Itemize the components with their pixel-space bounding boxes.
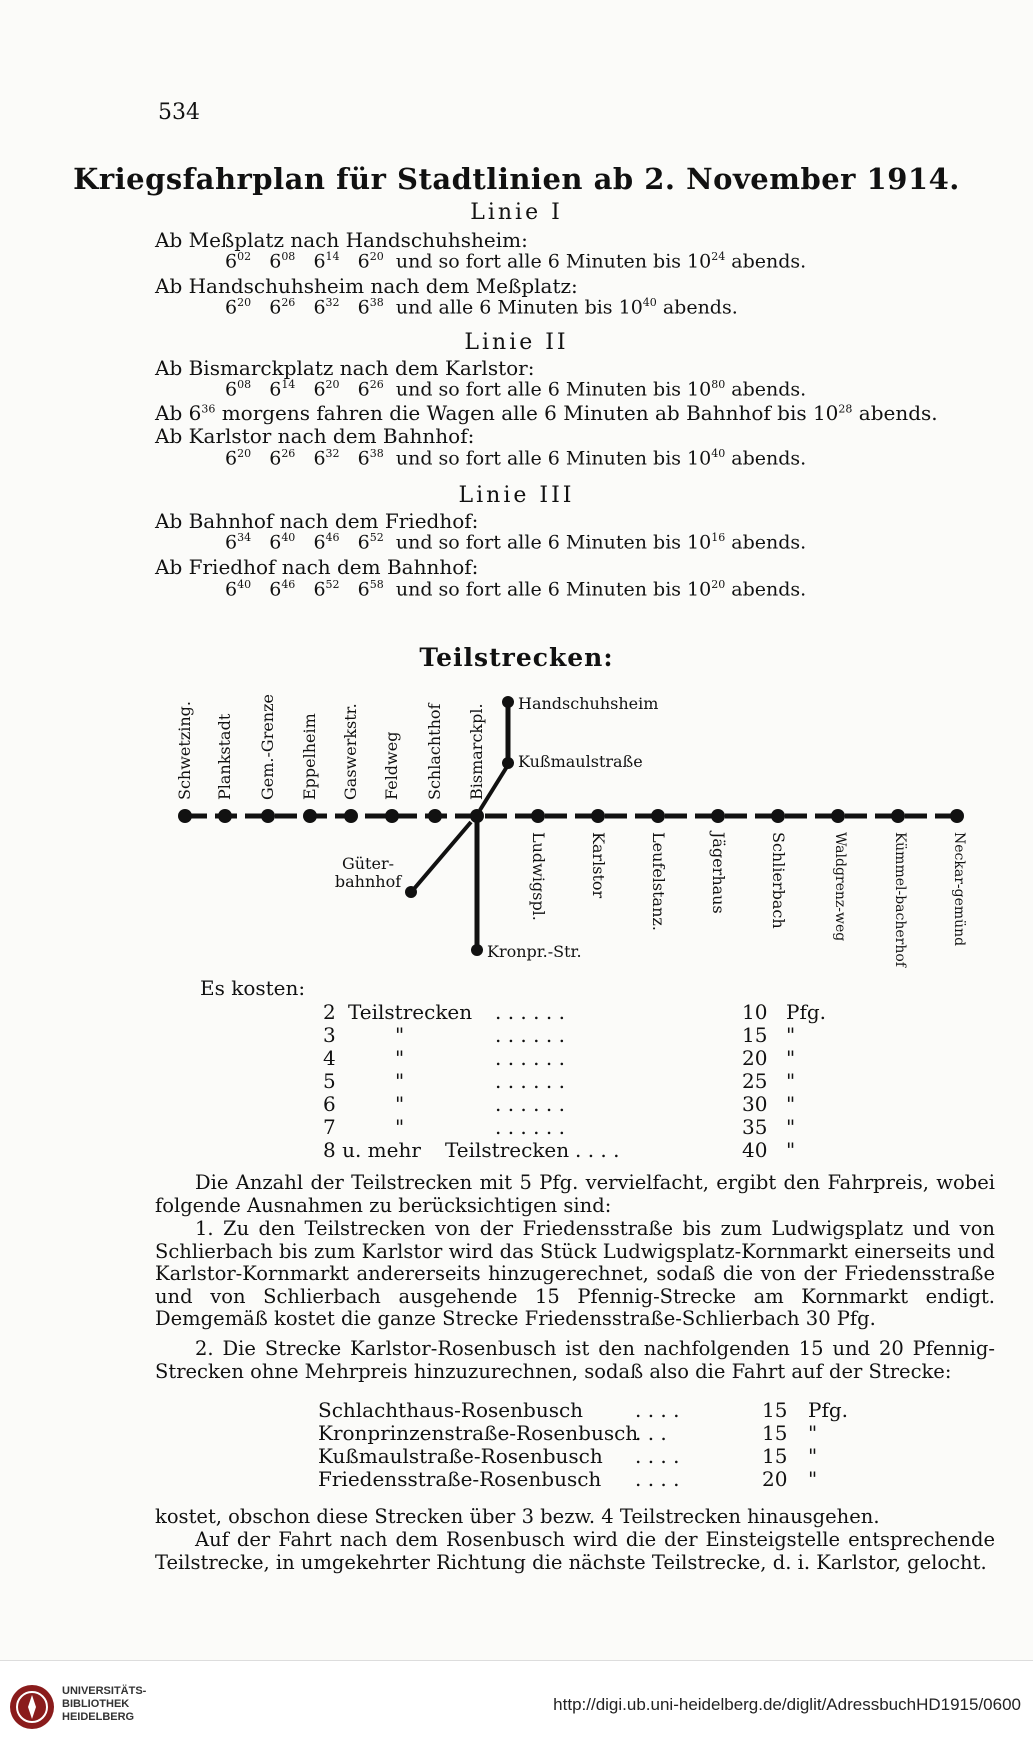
linie-2-heading: Linie II — [464, 330, 569, 355]
page-title: Kriegsfahrplan für Stadtlinien ab 2. November 1914. — [73, 162, 960, 196]
route-note: Ab $6^{36}$ morgens fahren die Wagen alle 6 Minuten ab Bahnhof bis $10^{28}$ abends. — [155, 401, 938, 425]
stop-dot-east-6 — [891, 809, 905, 823]
paragraph: Auf der Fahrt nach dem Rosenbusch wird die der Einsteigstelle entsprechende Teilstrecke, in umgekehrter Richtung die nächste Teilstrecke, d. i. Karlstor, gelocht. — [155, 1528, 995, 1574]
route-times: $6^{20}$ $6^{26}$ $6^{32}$ $6^{38}$ und so fort alle 6 Minuten bis $10^{40}$ abends. — [225, 447, 807, 470]
linie-1-heading: Linie I — [470, 200, 563, 225]
stop-dot-east-0 — [531, 809, 545, 823]
rosenbusch-dots: . . . . — [635, 1444, 680, 1468]
rosenbusch-unit: " — [808, 1421, 818, 1445]
stop-label-east: Kümmel-bacherhof — [892, 832, 908, 967]
stop-dot-west-1 — [218, 809, 232, 823]
stop-label-west: Schwetzing. — [175, 701, 194, 800]
fare-label: " — [395, 1115, 405, 1139]
stop-label-east: Ludwigspl. — [529, 832, 548, 921]
route-times: $6^{20}$ $6^{26}$ $6^{32}$ $6^{38}$ und alle 6 Minuten bis $10^{40}$ abends. — [225, 296, 738, 319]
fare-label: " — [395, 1023, 405, 1047]
gueter-branch — [413, 822, 471, 890]
stop-dot-east-3 — [711, 809, 725, 823]
stop-dot-east-7 — [950, 809, 964, 823]
fare-unit: " — [786, 1069, 796, 1093]
fare-count: 5 — [323, 1069, 336, 1093]
page-number: 534 — [158, 100, 200, 125]
rosenbusch-route: Friedensstraße-Rosenbusch — [318, 1467, 602, 1491]
fare-count: 7 — [323, 1115, 336, 1139]
fare-dots: . . . . . . — [495, 1000, 565, 1024]
stop-label-east: Waldgrenz-weg — [832, 832, 848, 942]
fare-label: Teilstrecken — [445, 1138, 570, 1162]
stop-dot-kussmaulstrasse — [502, 757, 514, 769]
fare-label: " — [395, 1046, 405, 1070]
linie-3-heading: Linie III — [458, 483, 575, 508]
stop-dot-west-0 — [178, 809, 192, 823]
fares-intro: Es kosten: — [200, 976, 306, 1000]
fare-count: 3 — [323, 1023, 336, 1047]
route-diagram — [0, 680, 1033, 970]
fare-dots: . . . . . . — [495, 1115, 565, 1139]
paragraph: 2. Die Strecke Karlstor-Rosenbusch ist den nachfolgenden 15 und 20 Pfennig-Strecken ohne Mehrpreis hinzuzurechnen, sodaß also die Fahrt auf der Strecke: — [155, 1337, 995, 1383]
fare-unit: " — [786, 1092, 796, 1116]
rosenbusch-unit: Pfg. — [808, 1398, 849, 1422]
paragraph: 1. Zu den Teilstrecken von der Friedensstraße bis zum Ludwigsplatz und von Schlierbach bis zum Karlstor wird das Stück Ludwigsplatz-Kornmarkt einerseits und Karlstor-Kornmarkt andererseits hinzugerechnet, sodaß die von der Friedensstraße und von Schlierbach ausgehende 15 Pfennig-Strecke am Kornmarkt endigt. Demgemäß kostet die ganze Strecke Friedensstraße-Schlierbach 30 Pfg. — [155, 1217, 995, 1330]
stop-dot-east-5 — [831, 809, 845, 823]
stop-dot-east-1 — [591, 809, 605, 823]
university-seal-icon — [8, 1683, 56, 1731]
rosenbusch-route: Schlachthaus-Rosenbusch — [318, 1398, 584, 1422]
route-times: $6^{08}$ $6^{14}$ $6^{20}$ $6^{26}$ und so fort alle 6 Minuten bis $10^{80}$ abends. — [225, 378, 807, 401]
rosenbusch-dots: . . . — [635, 1421, 667, 1445]
stop-dot-west-7 — [470, 809, 484, 823]
fare-count: 2 — [323, 1000, 336, 1024]
stop-kronprinzenstrasse: Kronpr.-Str. — [487, 942, 582, 961]
stop-label-west: Gem.-Grenze — [258, 693, 277, 800]
route-times: $6^{02}$ $6^{08}$ $6^{14}$ $6^{20}$ und so fort alle 6 Minuten bis $10^{24}$ abends. — [225, 250, 807, 273]
fare-price: 10 — [742, 1000, 768, 1024]
rosenbusch-price: 15 — [762, 1398, 788, 1422]
footer-bar — [0, 1660, 1033, 1749]
fare-dots: . . . . . . — [495, 1069, 565, 1093]
stop-label-east: Leufelstanz. — [649, 832, 668, 931]
fare-label: " — [395, 1092, 405, 1116]
stop-label-east: Neckar-gemünd — [951, 832, 967, 947]
fare-unit: " — [786, 1115, 796, 1139]
fare-unit: " — [786, 1046, 796, 1070]
stop-dot-west-4 — [344, 809, 358, 823]
stop-dot-west-3 — [303, 809, 317, 823]
stop-dot-west-5 — [385, 809, 399, 823]
stop-dot-west-6 — [428, 809, 442, 823]
fare-price: 15 — [742, 1023, 768, 1047]
route-label: Ab Meßplatz nach Handschuhsheim: — [155, 228, 528, 252]
route-label: Ab Bahnhof nach dem Friedhof: — [155, 509, 479, 533]
fare-unit: " — [786, 1023, 796, 1047]
stop-label-west: Feldweg — [382, 731, 401, 800]
stop-dot-handschuhsheim — [502, 696, 514, 708]
rosenbusch-route: Kußmaulstraße-Rosenbusch — [318, 1444, 603, 1468]
fare-dots: . . . . . . — [495, 1023, 565, 1047]
route-label: Ab Karlstor nach dem Bahnhof: — [155, 424, 475, 448]
stop-dot-west-2 — [261, 809, 275, 823]
stop-dot-east-2 — [651, 809, 665, 823]
rosenbusch-price: 20 — [762, 1467, 788, 1491]
fare-label: " — [395, 1069, 405, 1093]
fare-dots: . . . . . . — [495, 1092, 565, 1116]
fare-unit: " — [786, 1138, 796, 1162]
rosenbusch-price: 15 — [762, 1444, 788, 1468]
fare-dots: . . . . . . — [495, 1046, 565, 1070]
fare-count: 8 u. mehr — [323, 1138, 421, 1162]
fare-unit: Pfg. — [786, 1000, 827, 1024]
rosenbusch-dots: . . . . — [635, 1467, 680, 1491]
fare-count: 6 — [323, 1092, 336, 1116]
stop-dot-kronprinzenstrasse — [471, 944, 483, 956]
fare-price: 25 — [742, 1069, 768, 1093]
rosenbusch-route: Kronprinzenstraße-Rosenbusch — [318, 1421, 639, 1445]
stop-label-west: Plankstadt — [215, 713, 234, 800]
stop-kussmaulstrasse: Kußmaulstraße — [518, 752, 643, 771]
fare-price: 30 — [742, 1092, 768, 1116]
fare-count: 4 — [323, 1046, 336, 1070]
fare-price: 35 — [742, 1115, 768, 1139]
stop-label-east: Schlierbach — [769, 832, 788, 929]
stop-label-east: Jägerhaus — [709, 832, 728, 914]
fare-price: 40 — [742, 1138, 768, 1162]
teilstrecken-heading: Teilstrecken: — [419, 643, 614, 672]
stop-label-west: Schlachthof — [425, 703, 444, 800]
fare-price: 20 — [742, 1046, 768, 1070]
fare-label: Teilstrecken — [348, 1000, 473, 1024]
route-label: Ab Bismarckplatz nach dem Karlstor: — [155, 356, 535, 380]
rosenbusch-dots: . . . . — [635, 1398, 680, 1422]
fare-dots: . . . . — [575, 1138, 620, 1162]
rosenbusch-unit: " — [808, 1444, 818, 1468]
stop-label-west: Gaswerkstr. — [341, 703, 360, 800]
rosenbusch-price: 15 — [762, 1421, 788, 1445]
stop-handschuhsheim: Handschuhsheim — [518, 694, 659, 713]
stop-label-east: Karlstor — [589, 832, 608, 899]
source-url[interactable]: http://digi.ub.uni-heidelberg.de/diglit/AdressbuchHD1915/0600 — [553, 1695, 1021, 1714]
route-times: $6^{40}$ $6^{46}$ $6^{52}$ $6^{58}$ und so fort alle 6 Minuten bis $10^{20}$ abends. — [225, 578, 807, 601]
route-label: Ab Handschuhsheim nach dem Meßplatz: — [155, 274, 578, 298]
paragraph: kostet, obschon diese Strecken über 3 bezw. 4 Teilstrecken hinausgehen. — [155, 1505, 880, 1528]
rosenbusch-unit: " — [808, 1467, 818, 1491]
paragraph: Die Anzahl der Teilstrecken mit 5 Pfg. vervielfacht, ergibt den Fahrpreis, wobei folgende Ausnahmen zu berücksichtigen sind: — [155, 1171, 995, 1217]
route-times: $6^{34}$ $6^{40}$ $6^{46}$ $6^{52}$ und so fort alle 6 Minuten bis $10^{16}$ abends. — [225, 531, 807, 554]
stop-label-west: Eppelheim — [300, 713, 319, 800]
stop-label-west: Bismarckpl. — [467, 703, 486, 800]
stop-gueterbahnhof: Güter-bahnhof — [334, 854, 402, 891]
stop-dot-east-4 — [771, 809, 785, 823]
route-label: Ab Friedhof nach dem Bahnhof: — [155, 555, 479, 579]
library-name: UNIVERSITÄTS- BIBLIOTHEK HEIDELBERG — [62, 1685, 147, 1723]
